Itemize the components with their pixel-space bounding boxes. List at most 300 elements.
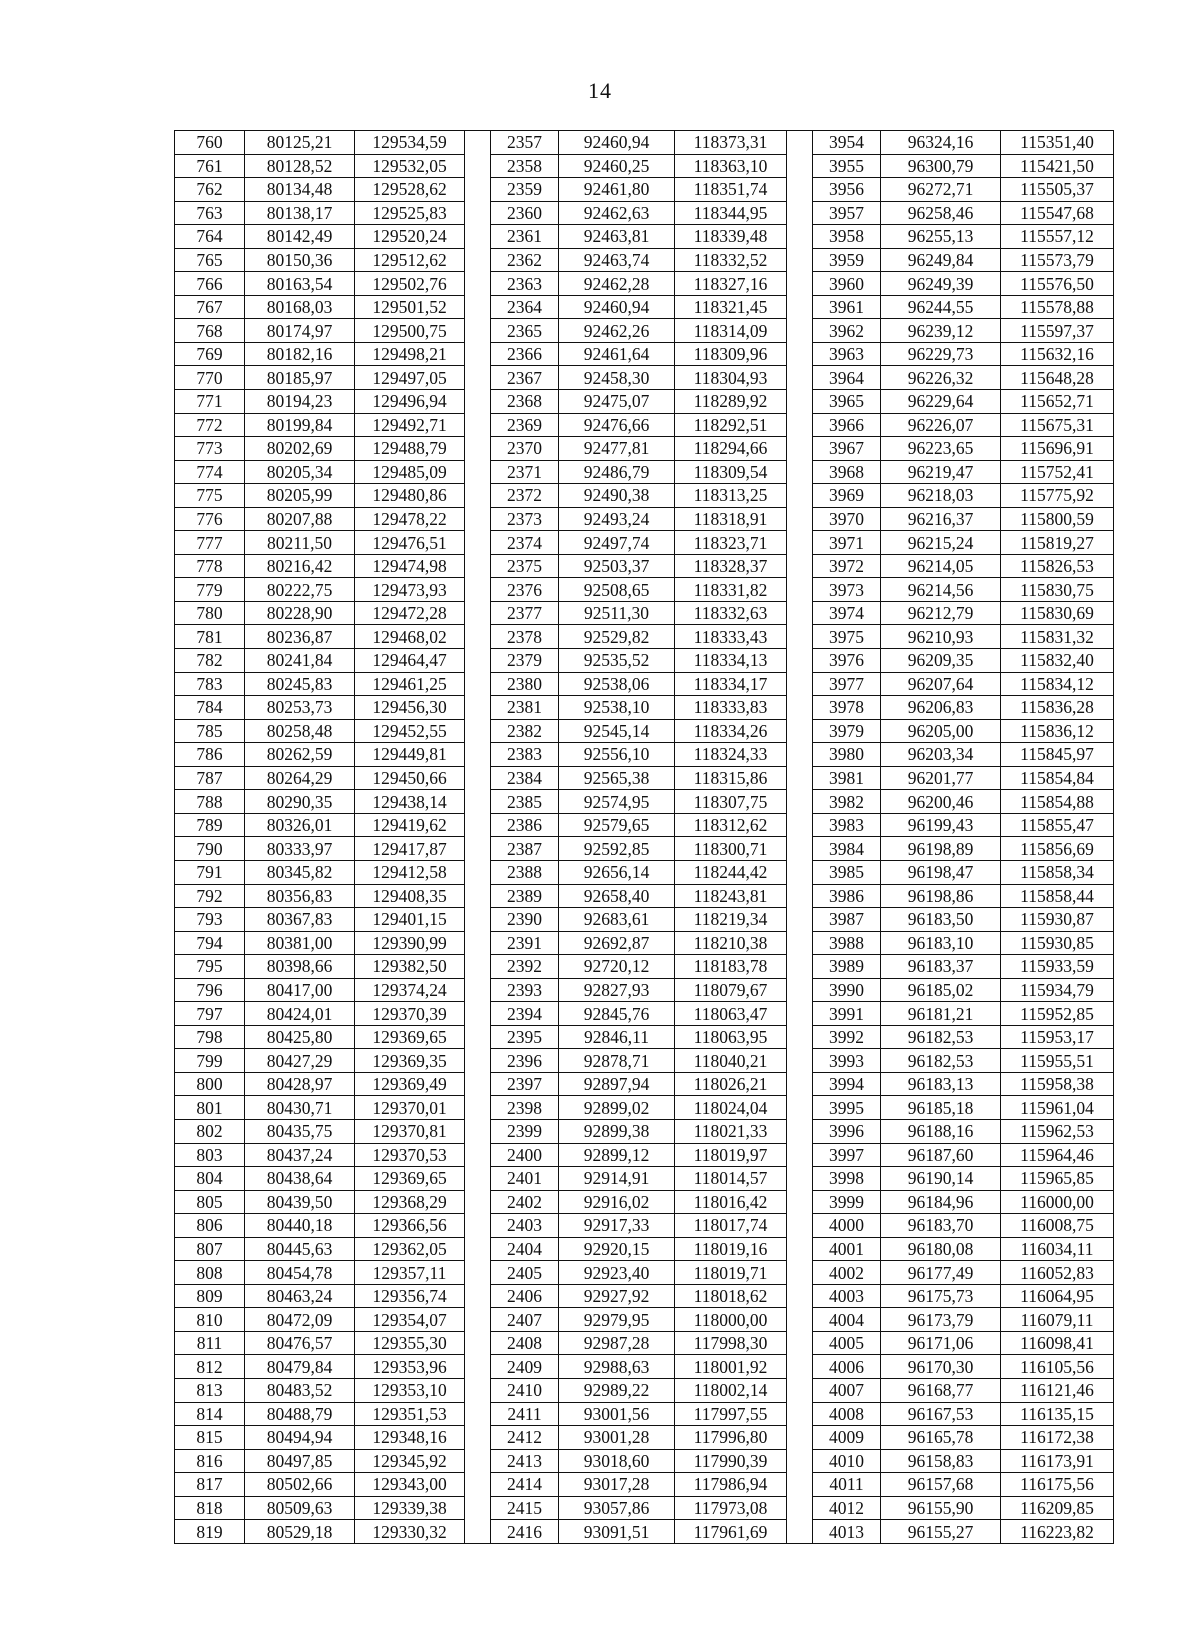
right-point-number-cell: 3993 <box>813 1049 881 1073</box>
right-x-coordinate-cell: 96229,64 <box>881 390 1001 414</box>
middle-x-coordinate-cell: 92461,64 <box>559 342 675 366</box>
left-y-coordinate-cell: 129370,81 <box>355 1119 465 1143</box>
middle-point-number-cell: 2358 <box>491 154 559 178</box>
column-gap <box>787 601 813 625</box>
middle-x-coordinate-cell: 92878,71 <box>559 1049 675 1073</box>
right-x-coordinate-cell: 96209,35 <box>881 649 1001 673</box>
column-gap <box>787 437 813 461</box>
middle-y-coordinate-cell: 118019,97 <box>675 1143 787 1167</box>
right-x-coordinate-cell: 96198,47 <box>881 860 1001 884</box>
right-y-coordinate-cell: 115421,50 <box>1001 154 1114 178</box>
right-y-coordinate-cell: 116175,56 <box>1001 1473 1114 1497</box>
table-row <box>175 1284 1114 1308</box>
left-y-coordinate-cell: 129366,56 <box>355 1214 465 1238</box>
middle-x-coordinate-cell: 92914,91 <box>559 1167 675 1191</box>
left-point-number-cell: 792 <box>175 884 245 908</box>
right-x-coordinate-cell: 96206,83 <box>881 696 1001 720</box>
column-gap <box>787 860 813 884</box>
left-x-coordinate-cell: 80174,97 <box>245 319 355 343</box>
column-gap <box>787 366 813 390</box>
column-gap <box>465 413 491 437</box>
middle-y-coordinate-cell: 118079,67 <box>675 978 787 1002</box>
left-x-coordinate-cell: 80163,54 <box>245 272 355 296</box>
table-row <box>175 696 1114 720</box>
middle-point-number-cell: 2402 <box>491 1190 559 1214</box>
table-row <box>175 390 1114 414</box>
column-gap <box>787 460 813 484</box>
column-gap <box>465 1143 491 1167</box>
left-y-coordinate-cell: 129353,10 <box>355 1378 465 1402</box>
left-x-coordinate-cell: 80529,18 <box>245 1520 355 1544</box>
right-y-coordinate-cell: 116121,46 <box>1001 1378 1114 1402</box>
middle-point-number-cell: 2411 <box>491 1402 559 1426</box>
left-x-coordinate-cell: 80216,42 <box>245 554 355 578</box>
right-x-coordinate-cell: 96214,05 <box>881 554 1001 578</box>
middle-x-coordinate-cell: 92460,94 <box>559 131 675 155</box>
column-gap <box>465 649 491 673</box>
left-x-coordinate-cell: 80194,23 <box>245 390 355 414</box>
right-point-number-cell: 4005 <box>813 1331 881 1355</box>
column-gap <box>787 1096 813 1120</box>
left-point-number-cell: 762 <box>175 178 245 202</box>
right-y-coordinate-cell: 115597,37 <box>1001 319 1114 343</box>
middle-y-coordinate-cell: 118334,13 <box>675 649 787 673</box>
column-gap <box>787 625 813 649</box>
middle-x-coordinate-cell: 93091,51 <box>559 1520 675 1544</box>
middle-point-number-cell: 2375 <box>491 554 559 578</box>
left-point-number-cell: 767 <box>175 295 245 319</box>
left-y-coordinate-cell: 129485,09 <box>355 460 465 484</box>
left-point-number-cell: 778 <box>175 554 245 578</box>
left-x-coordinate-cell: 80228,90 <box>245 601 355 625</box>
left-point-number-cell: 773 <box>175 437 245 461</box>
left-x-coordinate-cell: 80463,24 <box>245 1284 355 1308</box>
left-point-number-cell: 809 <box>175 1284 245 1308</box>
column-gap <box>465 366 491 390</box>
column-gap <box>465 484 491 508</box>
left-x-coordinate-cell: 80150,36 <box>245 248 355 272</box>
left-y-coordinate-cell: 129408,35 <box>355 884 465 908</box>
middle-x-coordinate-cell: 92538,06 <box>559 672 675 696</box>
right-point-number-cell: 4002 <box>813 1261 881 1285</box>
table-row <box>175 131 1114 155</box>
left-y-coordinate-cell: 129502,76 <box>355 272 465 296</box>
right-x-coordinate-cell: 96182,53 <box>881 1049 1001 1073</box>
left-x-coordinate-cell: 80205,34 <box>245 460 355 484</box>
middle-point-number-cell: 2410 <box>491 1378 559 1402</box>
right-y-coordinate-cell: 116223,82 <box>1001 1520 1114 1544</box>
column-gap <box>787 248 813 272</box>
left-x-coordinate-cell: 80454,78 <box>245 1261 355 1285</box>
middle-y-coordinate-cell: 118332,52 <box>675 248 787 272</box>
table-row <box>175 366 1114 390</box>
table-row <box>175 578 1114 602</box>
right-y-coordinate-cell: 116173,91 <box>1001 1449 1114 1473</box>
left-point-number-cell: 765 <box>175 248 245 272</box>
middle-x-coordinate-cell: 93001,28 <box>559 1426 675 1450</box>
table-row <box>175 790 1114 814</box>
table-row <box>175 507 1114 531</box>
table-row <box>175 1402 1114 1426</box>
column-gap <box>465 507 491 531</box>
middle-point-number-cell: 2404 <box>491 1237 559 1261</box>
middle-x-coordinate-cell: 92463,81 <box>559 225 675 249</box>
middle-y-coordinate-cell: 118363,10 <box>675 154 787 178</box>
left-point-number-cell: 815 <box>175 1426 245 1450</box>
right-x-coordinate-cell: 96205,00 <box>881 719 1001 743</box>
left-y-coordinate-cell: 129357,11 <box>355 1261 465 1285</box>
middle-y-coordinate-cell: 118289,92 <box>675 390 787 414</box>
right-y-coordinate-cell: 115958,38 <box>1001 1072 1114 1096</box>
middle-x-coordinate-cell: 92579,65 <box>559 813 675 837</box>
left-point-number-cell: 781 <box>175 625 245 649</box>
right-x-coordinate-cell: 96210,93 <box>881 625 1001 649</box>
right-y-coordinate-cell: 115800,59 <box>1001 507 1114 531</box>
left-y-coordinate-cell: 129369,65 <box>355 1025 465 1049</box>
middle-y-coordinate-cell: 118063,47 <box>675 1002 787 1026</box>
left-point-number-cell: 782 <box>175 649 245 673</box>
column-gap <box>465 1449 491 1473</box>
left-point-number-cell: 799 <box>175 1049 245 1073</box>
left-x-coordinate-cell: 80497,85 <box>245 1449 355 1473</box>
column-gap <box>787 178 813 202</box>
middle-x-coordinate-cell: 92846,11 <box>559 1025 675 1049</box>
left-point-number-cell: 807 <box>175 1237 245 1261</box>
middle-point-number-cell: 2359 <box>491 178 559 202</box>
middle-y-coordinate-cell: 117961,69 <box>675 1520 787 1544</box>
right-point-number-cell: 3956 <box>813 178 881 202</box>
column-gap <box>465 319 491 343</box>
right-y-coordinate-cell: 115934,79 <box>1001 978 1114 1002</box>
right-point-number-cell: 4004 <box>813 1308 881 1332</box>
right-y-coordinate-cell: 115652,71 <box>1001 390 1114 414</box>
middle-x-coordinate-cell: 92899,02 <box>559 1096 675 1120</box>
column-gap <box>465 696 491 720</box>
column-gap <box>787 272 813 296</box>
right-point-number-cell: 3960 <box>813 272 881 296</box>
middle-point-number-cell: 2362 <box>491 248 559 272</box>
middle-x-coordinate-cell: 92497,74 <box>559 531 675 555</box>
middle-point-number-cell: 2416 <box>491 1520 559 1544</box>
right-point-number-cell: 4010 <box>813 1449 881 1473</box>
table-row <box>175 1520 1114 1544</box>
column-gap <box>465 955 491 979</box>
right-x-coordinate-cell: 96258,46 <box>881 201 1001 225</box>
middle-y-coordinate-cell: 118334,17 <box>675 672 787 696</box>
middle-point-number-cell: 2364 <box>491 295 559 319</box>
middle-point-number-cell: 2366 <box>491 342 559 366</box>
left-point-number-cell: 783 <box>175 672 245 696</box>
right-y-coordinate-cell: 115964,46 <box>1001 1143 1114 1167</box>
middle-point-number-cell: 2374 <box>491 531 559 555</box>
middle-y-coordinate-cell: 117998,30 <box>675 1331 787 1355</box>
table-row <box>175 1308 1114 1332</box>
middle-x-coordinate-cell: 92658,40 <box>559 884 675 908</box>
middle-y-coordinate-cell: 118339,48 <box>675 225 787 249</box>
left-y-coordinate-cell: 129473,93 <box>355 578 465 602</box>
left-y-coordinate-cell: 129528,62 <box>355 178 465 202</box>
left-x-coordinate-cell: 80168,03 <box>245 295 355 319</box>
middle-point-number-cell: 2368 <box>491 390 559 414</box>
middle-point-number-cell: 2369 <box>491 413 559 437</box>
right-point-number-cell: 3972 <box>813 554 881 578</box>
right-point-number-cell: 3989 <box>813 955 881 979</box>
middle-x-coordinate-cell: 92899,38 <box>559 1119 675 1143</box>
middle-point-number-cell: 2365 <box>491 319 559 343</box>
column-gap <box>465 1284 491 1308</box>
table-row <box>175 743 1114 767</box>
column-gap <box>787 1214 813 1238</box>
right-y-coordinate-cell: 116098,41 <box>1001 1331 1114 1355</box>
middle-point-number-cell: 2382 <box>491 719 559 743</box>
middle-point-number-cell: 2397 <box>491 1072 559 1096</box>
left-y-coordinate-cell: 129353,96 <box>355 1355 465 1379</box>
right-x-coordinate-cell: 96200,46 <box>881 790 1001 814</box>
right-y-coordinate-cell: 115632,16 <box>1001 342 1114 366</box>
right-y-coordinate-cell: 115955,51 <box>1001 1049 1114 1073</box>
column-gap <box>465 743 491 767</box>
left-x-coordinate-cell: 80381,00 <box>245 931 355 955</box>
column-gap <box>787 154 813 178</box>
right-x-coordinate-cell: 96324,16 <box>881 131 1001 155</box>
middle-point-number-cell: 2394 <box>491 1002 559 1026</box>
middle-point-number-cell: 2371 <box>491 460 559 484</box>
left-x-coordinate-cell: 80345,82 <box>245 860 355 884</box>
middle-point-number-cell: 2399 <box>491 1119 559 1143</box>
column-gap <box>787 319 813 343</box>
table-row <box>175 931 1114 955</box>
column-gap <box>465 390 491 414</box>
right-y-coordinate-cell: 115953,17 <box>1001 1025 1114 1049</box>
middle-y-coordinate-cell: 118063,95 <box>675 1025 787 1049</box>
table-row <box>175 248 1114 272</box>
middle-x-coordinate-cell: 92511,30 <box>559 601 675 625</box>
left-point-number-cell: 772 <box>175 413 245 437</box>
column-gap <box>787 743 813 767</box>
right-y-coordinate-cell: 115933,59 <box>1001 955 1114 979</box>
column-gap <box>465 1214 491 1238</box>
left-point-number-cell: 786 <box>175 743 245 767</box>
table-row <box>175 178 1114 202</box>
right-x-coordinate-cell: 96158,83 <box>881 1449 1001 1473</box>
left-point-number-cell: 780 <box>175 601 245 625</box>
middle-point-number-cell: 2413 <box>491 1449 559 1473</box>
right-point-number-cell: 4006 <box>813 1355 881 1379</box>
table-row <box>175 1378 1114 1402</box>
right-point-number-cell: 3963 <box>813 342 881 366</box>
right-y-coordinate-cell: 115836,12 <box>1001 719 1114 743</box>
column-gap <box>787 884 813 908</box>
table-row <box>175 649 1114 673</box>
middle-point-number-cell: 2378 <box>491 625 559 649</box>
right-point-number-cell: 3999 <box>813 1190 881 1214</box>
middle-y-coordinate-cell: 118313,25 <box>675 484 787 508</box>
middle-x-coordinate-cell: 92656,14 <box>559 860 675 884</box>
right-y-coordinate-cell: 115648,28 <box>1001 366 1114 390</box>
table-row <box>175 1049 1114 1073</box>
table-row <box>175 813 1114 837</box>
middle-y-coordinate-cell: 118219,34 <box>675 908 787 932</box>
middle-x-coordinate-cell: 92475,07 <box>559 390 675 414</box>
column-gap <box>465 601 491 625</box>
middle-x-coordinate-cell: 92460,94 <box>559 295 675 319</box>
middle-x-coordinate-cell: 92988,63 <box>559 1355 675 1379</box>
table-row <box>175 413 1114 437</box>
middle-y-coordinate-cell: 118307,75 <box>675 790 787 814</box>
right-point-number-cell: 3975 <box>813 625 881 649</box>
middle-point-number-cell: 2390 <box>491 908 559 932</box>
middle-y-coordinate-cell: 117973,08 <box>675 1496 787 1520</box>
table-row <box>175 860 1114 884</box>
left-y-coordinate-cell: 129520,24 <box>355 225 465 249</box>
middle-x-coordinate-cell: 92503,37 <box>559 554 675 578</box>
right-point-number-cell: 3966 <box>813 413 881 437</box>
right-point-number-cell: 3957 <box>813 201 881 225</box>
left-y-coordinate-cell: 129450,66 <box>355 766 465 790</box>
left-x-coordinate-cell: 80427,29 <box>245 1049 355 1073</box>
right-x-coordinate-cell: 96188,16 <box>881 1119 1001 1143</box>
table-row <box>175 1496 1114 1520</box>
table-row <box>175 1002 1114 1026</box>
table-row <box>175 1237 1114 1261</box>
column-gap <box>787 1496 813 1520</box>
left-y-coordinate-cell: 129452,55 <box>355 719 465 743</box>
right-x-coordinate-cell: 96207,64 <box>881 672 1001 696</box>
middle-point-number-cell: 2384 <box>491 766 559 790</box>
left-x-coordinate-cell: 80476,57 <box>245 1331 355 1355</box>
middle-point-number-cell: 2403 <box>491 1214 559 1238</box>
table-row <box>175 1119 1114 1143</box>
left-y-coordinate-cell: 129492,71 <box>355 413 465 437</box>
right-x-coordinate-cell: 96249,39 <box>881 272 1001 296</box>
left-x-coordinate-cell: 80138,17 <box>245 201 355 225</box>
left-y-coordinate-cell: 129512,62 <box>355 248 465 272</box>
right-point-number-cell: 3973 <box>813 578 881 602</box>
middle-point-number-cell: 2414 <box>491 1473 559 1497</box>
middle-y-coordinate-cell: 118014,57 <box>675 1167 787 1191</box>
middle-x-coordinate-cell: 92529,82 <box>559 625 675 649</box>
column-gap <box>787 1049 813 1073</box>
column-gap <box>465 437 491 461</box>
right-y-coordinate-cell: 115578,88 <box>1001 295 1114 319</box>
middle-y-coordinate-cell: 118373,31 <box>675 131 787 155</box>
left-y-coordinate-cell: 129330,32 <box>355 1520 465 1544</box>
middle-y-coordinate-cell: 118300,71 <box>675 837 787 861</box>
left-y-coordinate-cell: 129468,02 <box>355 625 465 649</box>
right-point-number-cell: 3986 <box>813 884 881 908</box>
middle-x-coordinate-cell: 92927,92 <box>559 1284 675 1308</box>
column-gap <box>465 1002 491 1026</box>
middle-x-coordinate-cell: 92565,38 <box>559 766 675 790</box>
right-y-coordinate-cell: 116000,00 <box>1001 1190 1114 1214</box>
middle-y-coordinate-cell: 118324,33 <box>675 743 787 767</box>
middle-point-number-cell: 2357 <box>491 131 559 155</box>
middle-y-coordinate-cell: 118327,16 <box>675 272 787 296</box>
right-point-number-cell: 3969 <box>813 484 881 508</box>
right-point-number-cell: 3965 <box>813 390 881 414</box>
right-x-coordinate-cell: 96198,89 <box>881 837 1001 861</box>
right-y-coordinate-cell: 115832,40 <box>1001 649 1114 673</box>
column-gap <box>465 978 491 1002</box>
column-gap <box>787 837 813 861</box>
column-gap <box>465 1426 491 1450</box>
column-gap <box>465 766 491 790</box>
left-y-coordinate-cell: 129355,30 <box>355 1331 465 1355</box>
left-x-coordinate-cell: 80258,48 <box>245 719 355 743</box>
right-point-number-cell: 3961 <box>813 295 881 319</box>
column-gap <box>787 908 813 932</box>
left-y-coordinate-cell: 129369,65 <box>355 1167 465 1191</box>
left-y-coordinate-cell: 129370,01 <box>355 1096 465 1120</box>
column-gap <box>787 131 813 155</box>
left-x-coordinate-cell: 80438,64 <box>245 1167 355 1191</box>
column-gap <box>465 719 491 743</box>
left-y-coordinate-cell: 129464,47 <box>355 649 465 673</box>
right-y-coordinate-cell: 115854,84 <box>1001 766 1114 790</box>
left-point-number-cell: 816 <box>175 1449 245 1473</box>
middle-point-number-cell: 2377 <box>491 601 559 625</box>
table-row <box>175 719 1114 743</box>
right-point-number-cell: 4013 <box>813 1520 881 1544</box>
middle-x-coordinate-cell: 92463,74 <box>559 248 675 272</box>
column-gap <box>787 295 813 319</box>
column-gap <box>465 1072 491 1096</box>
right-point-number-cell: 4001 <box>813 1237 881 1261</box>
middle-x-coordinate-cell: 92462,63 <box>559 201 675 225</box>
left-point-number-cell: 771 <box>175 390 245 414</box>
left-x-coordinate-cell: 80205,99 <box>245 484 355 508</box>
left-y-coordinate-cell: 129369,49 <box>355 1072 465 1096</box>
right-x-coordinate-cell: 96175,73 <box>881 1284 1001 1308</box>
left-x-coordinate-cell: 80182,16 <box>245 342 355 366</box>
table-row <box>175 1449 1114 1473</box>
left-point-number-cell: 789 <box>175 813 245 837</box>
right-y-coordinate-cell: 115961,04 <box>1001 1096 1114 1120</box>
column-gap <box>465 1261 491 1285</box>
column-gap <box>787 1473 813 1497</box>
left-point-number-cell: 774 <box>175 460 245 484</box>
middle-y-coordinate-cell: 118304,93 <box>675 366 787 390</box>
column-gap <box>465 1308 491 1332</box>
middle-point-number-cell: 2389 <box>491 884 559 908</box>
middle-x-coordinate-cell: 92720,12 <box>559 955 675 979</box>
column-gap <box>787 978 813 1002</box>
column-gap <box>465 1096 491 1120</box>
middle-point-number-cell: 2367 <box>491 366 559 390</box>
column-gap <box>465 154 491 178</box>
column-gap <box>465 1119 491 1143</box>
column-gap <box>787 201 813 225</box>
column-gap <box>787 790 813 814</box>
middle-x-coordinate-cell: 92461,80 <box>559 178 675 202</box>
left-point-number-cell: 791 <box>175 860 245 884</box>
left-point-number-cell: 766 <box>175 272 245 296</box>
column-gap <box>465 908 491 932</box>
left-x-coordinate-cell: 80142,49 <box>245 225 355 249</box>
left-point-number-cell: 801 <box>175 1096 245 1120</box>
table-row <box>175 1190 1114 1214</box>
right-x-coordinate-cell: 96182,53 <box>881 1025 1001 1049</box>
middle-y-coordinate-cell: 118016,42 <box>675 1190 787 1214</box>
page-number: 14 <box>588 78 612 103</box>
table-row <box>175 766 1114 790</box>
right-y-coordinate-cell: 115547,68 <box>1001 201 1114 225</box>
middle-x-coordinate-cell: 92493,24 <box>559 507 675 531</box>
left-point-number-cell: 770 <box>175 366 245 390</box>
left-y-coordinate-cell: 129501,52 <box>355 295 465 319</box>
middle-point-number-cell: 2376 <box>491 578 559 602</box>
right-x-coordinate-cell: 96183,50 <box>881 908 1001 932</box>
